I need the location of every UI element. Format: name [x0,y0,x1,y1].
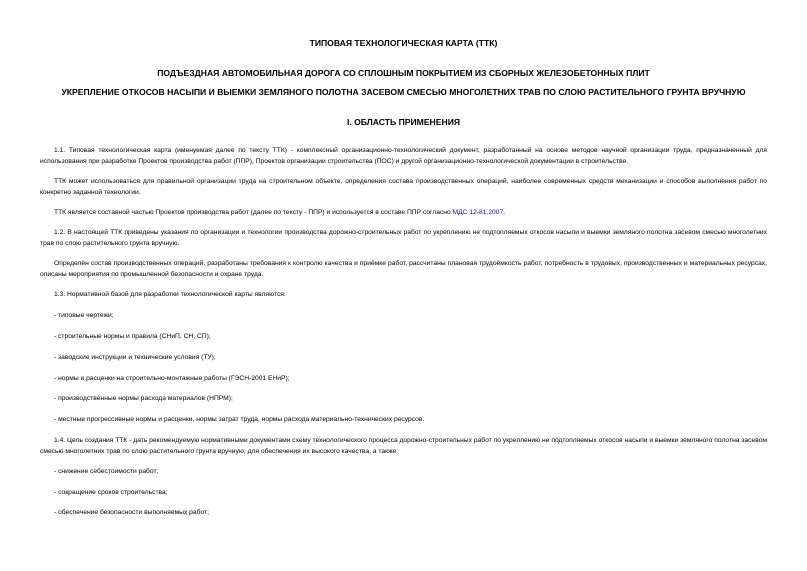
list-item: - заводские инструкции и технические условия (ТУ); [54,354,216,361]
list-item: - типовые чертежи; [54,312,114,319]
list-item: - строительные нормы и правила (СНиП, СН, СП); [54,333,211,340]
paragraph-1-4: 1.4. Цель создания ТТК - дать рекомендуемую нормативными документами схему технологического процесса дорожно-строительных работ по укреплению не подтопляемых откосов насыпи и выемки земляного полотна засевом смесью многолетних трав по слою растительного грунта вручную, для обеспечения их высокого качества, а также: [40,437,767,455]
document-subtitle-topic: УКРЕПЛЕНИЕ ОТКОСОВ НАСЫПИ И ВЫЕМКИ ЗЕМЛЯНОГО ПОЛОТНА ЗАСЕВОМ СМЕСЬЮ МНОГОЛЕТНИХ ТРАВ ПО СЛОЮ РАСТИТЕЛЬНОГО ГРУНТА ВРУЧНУЮ [61,87,746,97]
mds-link[interactable]: МДС 12-81.2007 [452,209,504,216]
document-subtitle-road: ПОДЪЕЗДНАЯ АВТОМОБИЛЬНАЯ ДОРОГА СО СПЛОШНЫМ ПОКРЫТИЕМ ИЗ СБОРНЫХ ЖЕЛЕЗОБЕТОННЫХ ПЛИТ [157,68,650,78]
section-title-scope: I. ОБЛАСТЬ ПРИМЕНЕНИЯ [346,117,461,127]
paragraph-1-3: 1.3. Нормативной базой для разработки технологической карты являются: [54,291,286,298]
document-title: ТИПОВАЯ ТЕХНОЛОГИЧЕСКАЯ КАРТА (ТТК) [309,38,498,48]
paragraph-1-1-usage: ТТК может использоваться для правильной организации труда на строительном объекте, определения состава производственных операций, наиболее современных средств механизации и способов выполнения работ по конкретно заданной технологии. [40,178,767,196]
paragraph-1-2: 1.2. В настоящей ТТК приведены указания по организации и технологии производства дорожно-строительных работ по укреплению не подтопляемых откосов насыпи и выемки земляного полотна засевом смесью многолетних трав по слою растительного грунта вручную. [40,229,767,247]
list-item: - снижение себестоимости работ; [54,468,159,475]
list-item: - производственные нормы расхода материалов (НПРМ); [54,395,233,402]
paragraph-1-2-scope: Определён состав производственных операций, разработаны требования к контролю качества и приёмке работ, рассчитаны плановая трудоёмкость работ, потребность в трудовых, производственных и материальных ресурсах, описаны мероприятия по промышленной безопасности и охране труда. [40,260,767,278]
paragraph-1-1-ppr [40,207,767,218]
paragraph-1-1-ppr-text: ТТК является составной частью Проектов производства работ (далее по тексту - ППР) и используется в составе ППР согласно [54,209,453,216]
paragraph-1-1: 1.1. Типовая технологическая карта (именуемая далее по тексту ТТК) - комплексный организационно-технологический документ, разработанный на основе методов научной организации труда, предназначенный для использования при разработке Проектов производства работ (ППР), Проектов организации строительства (ПОС) и другой организационно-технологической документации в строительстве. [40,147,767,165]
list-item: - местные прогрессивные нормы и расценки, нормы затрат труда, нормы расхода материально-технических ресурсов. [54,416,425,423]
list-item: - сокращение сроков строительства; [54,489,168,496]
list-item: - нормы и расценки на строительно-монтажные работы (ГЭСН-2001 ЕНиР); [54,375,290,382]
list-item: - обеспечение безопасности выполняемых работ; [54,509,209,516]
paragraph-1-1-ppr-end: . [503,209,506,216]
